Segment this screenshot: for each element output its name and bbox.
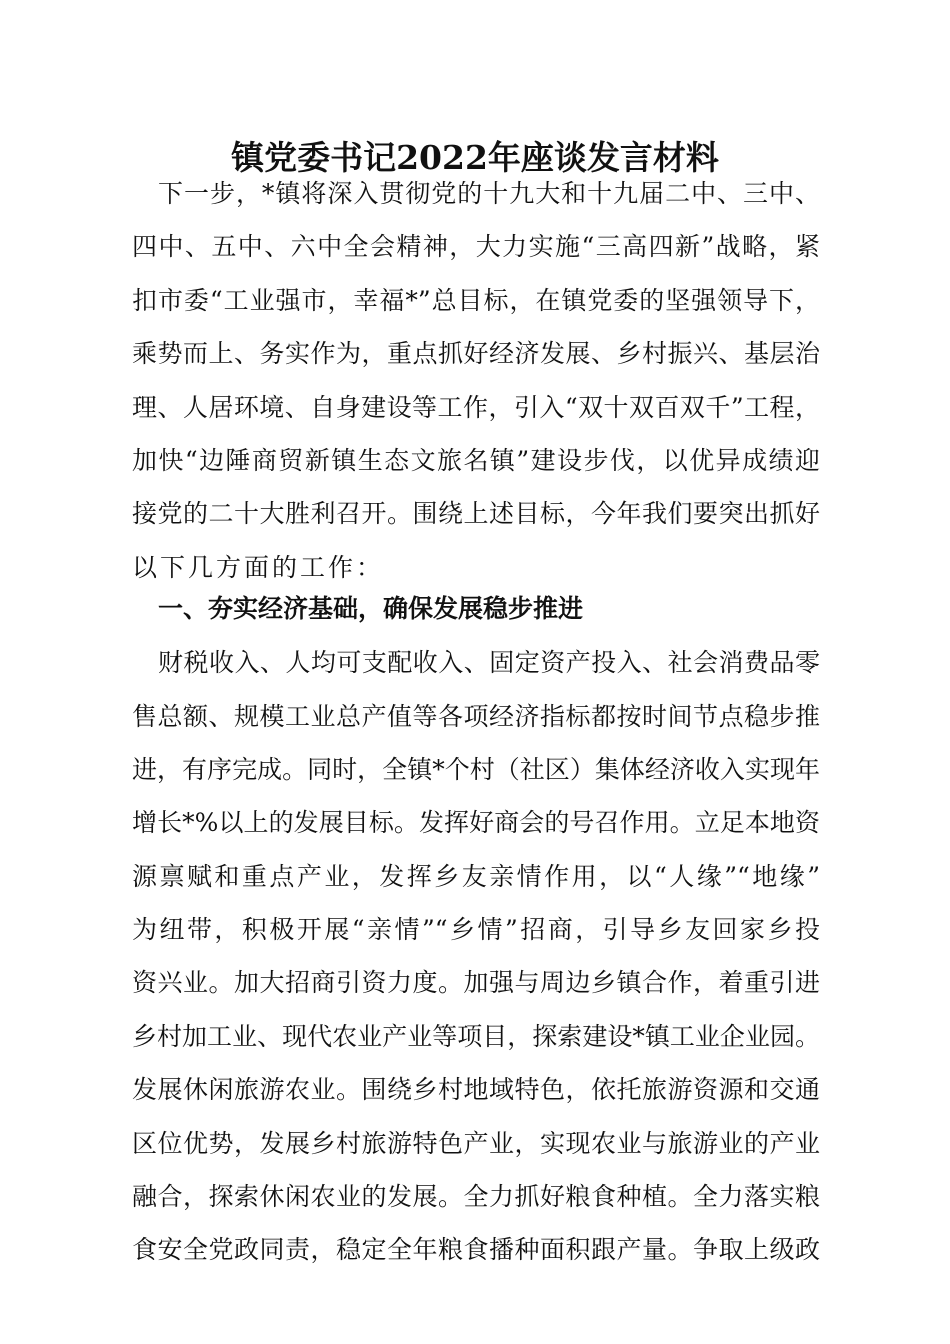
text-line: 资兴业。加大招商引资力度。加强与周边乡镇合作，着重引进: [132, 968, 820, 998]
paragraph-intro: [132, 167, 820, 594]
text-line: 以下几方面的工作：: [132, 552, 385, 582]
paragraph-economy: [132, 636, 820, 1277]
text-line: 扣市委“工业强市，幸福*”总目标，在镇党委的坚强领导下，: [132, 285, 820, 315]
text-line: 源禀赋和重点产业，发挥乡友亲情作用，以“人缘”“地缘”: [132, 861, 820, 891]
text-line: 区位优势，发展乡村旅游特色产业，实现农业与旅游业的产业: [132, 1128, 820, 1158]
text-line: 下一步，*镇将深入贯彻党的十九大和十九届二中、三中、: [158, 179, 820, 208]
text-line: 增长*%以上的发展目标。发挥好商会的号召作用。立足本地资: [132, 808, 820, 838]
text-line: 售总额、规模工业总产值等各项经济指标都按时间节点稳步推: [132, 701, 820, 731]
text-line: 融合，探索休闲农业的发展。全力抓好粮食种植。全力落实粮: [132, 1182, 820, 1212]
text-line: 进，有序完成。同时，全镇*个村（社区）集体经济收入实现年: [132, 754, 820, 784]
text-line: 财税收入、人均可支配收入、固定资产投入、社会消费品零: [158, 648, 820, 678]
text-line: 理、人居环境、自身建设等工作，引入“双十双百双千”工程，: [132, 392, 820, 422]
text-line: 四中、五中、六中全会精神，大力实施“三高四新”战略，紧: [132, 232, 820, 262]
text-line: 乡村加工业、现代农业产业等项目，探索建设*镇工业企业园。: [132, 1021, 820, 1051]
document-body: [132, 167, 820, 1277]
text-line: 发展休闲旅游农业。围绕乡村地域特色，依托旅游资源和交通: [132, 1075, 820, 1105]
document-title: 镇党委书记2022年座谈发言材料: [231, 138, 719, 177]
section-heading: 一、夯实经济基础，确保发展稳步推进: [158, 594, 584, 624]
text-line: 乘势而上、务实作为，重点抓好经济发展、乡村振兴、基层治: [132, 339, 820, 369]
text-line: 加快“边陲商贸新镇生态文旅名镇”建设步伐，以优异成绩迎: [132, 445, 820, 475]
text-line: 接党的二十大胜利召开。围绕上述目标，今年我们要突出抓好: [132, 499, 820, 529]
text-line: 为纽带，积极开展“亲情”“乡情”招商，引导乡友回家乡投: [132, 915, 820, 945]
text-line: 食安全党政同责，稳定全年粮食播种面积跟产量。争取上级政: [132, 1235, 820, 1265]
